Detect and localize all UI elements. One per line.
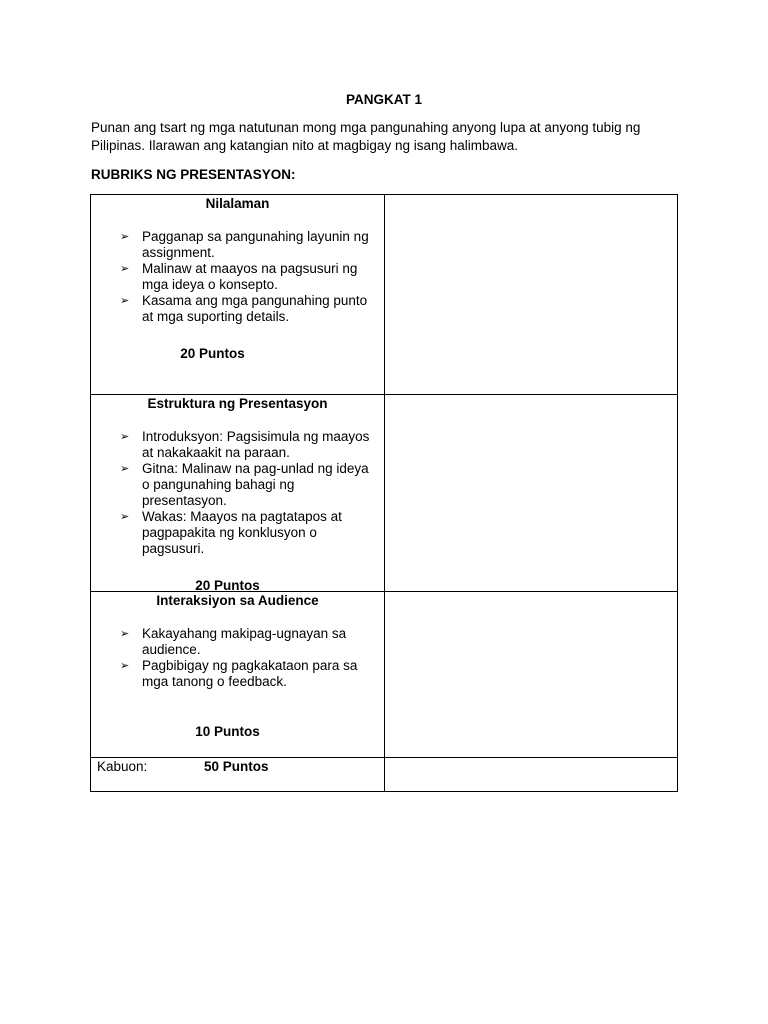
score-cell[interactable] xyxy=(385,592,678,758)
arrow-bullet-icon: ➢ xyxy=(120,231,130,243)
arrow-bullet-icon: ➢ xyxy=(120,431,130,443)
criterion-item: ➢ Introduksyon: Pagsisimula ng maayos at nakakaakit na paraan. xyxy=(120,429,370,460)
total-points: 50 Puntos xyxy=(204,759,269,774)
arrow-bullet-icon: ➢ xyxy=(120,628,130,640)
arrow-bullet-icon: ➢ xyxy=(120,263,130,275)
rubric-heading: RUBRIKS NG PRESENTASYON: xyxy=(91,167,296,182)
criterion-item: ➢ Kasama ang mga pangunahing punto at mga suporting details. xyxy=(120,293,368,324)
score-cell[interactable] xyxy=(385,395,678,592)
criterion-points: 20 Puntos xyxy=(195,578,260,593)
criterion-item: ➢ Malinaw at maayos na pagsusuri ng mga ideya o konsepto. xyxy=(120,261,358,292)
total-label: Kabuon: xyxy=(97,759,148,774)
arrow-bullet-icon: ➢ xyxy=(120,295,130,307)
rubric-row xyxy=(91,592,678,758)
criterion-title: Interaksiyon sa Audience xyxy=(156,593,319,608)
criterion-list xyxy=(91,429,384,557)
rubric-table xyxy=(90,194,678,792)
criterion-item: ➢ Pagbibigay ng pagkakataon para sa mga tanong o feedback. xyxy=(120,658,358,689)
arrow-bullet-icon: ➢ xyxy=(120,511,130,523)
criterion-item: ➢ Wakas: Maayos na pagtatapos at pagpapakita ng konklusyon o pagsusuri. xyxy=(120,509,342,556)
criterion-points: 20 Puntos xyxy=(180,346,245,361)
criterion-item: ➢ Pagganap sa pangunahing layunin ng assignment. xyxy=(120,229,369,260)
criterion-list xyxy=(91,626,384,690)
criterion-points: 10 Puntos xyxy=(195,724,260,739)
rubric-row xyxy=(91,195,678,395)
criterion-title: Nilalaman xyxy=(205,196,270,211)
rubric-row xyxy=(91,395,678,592)
criterion-cell xyxy=(91,592,385,758)
criterion-cell xyxy=(91,395,385,592)
arrow-bullet-icon: ➢ xyxy=(120,463,130,475)
score-cell[interactable] xyxy=(385,195,678,395)
criterion-list xyxy=(91,229,384,325)
criterion-item: ➢ Gitna: Malinaw na pag-unlad ng ideya o pangunahing bahagi ng presentasyon. xyxy=(120,461,369,508)
instructions-paragraph: Punan ang tsart ng mga natutunan mong mga pangunahing anyong lupa at anyong tubig ng Pilipinas. Ilarawan ang katangian nito at magbigay ng isang halimbawa. xyxy=(91,120,641,153)
arrow-bullet-icon: ➢ xyxy=(120,660,130,672)
total-score-cell[interactable] xyxy=(385,758,678,792)
criterion-title: Estruktura ng Presentasyon xyxy=(147,396,328,411)
criterion-cell xyxy=(91,195,385,395)
total-cell xyxy=(91,758,385,792)
total-row xyxy=(91,758,678,792)
page-title: PANGKAT 1 xyxy=(345,92,422,107)
criterion-item: ➢ Kakayahang makipag-ugnayan sa audience. xyxy=(120,626,347,657)
